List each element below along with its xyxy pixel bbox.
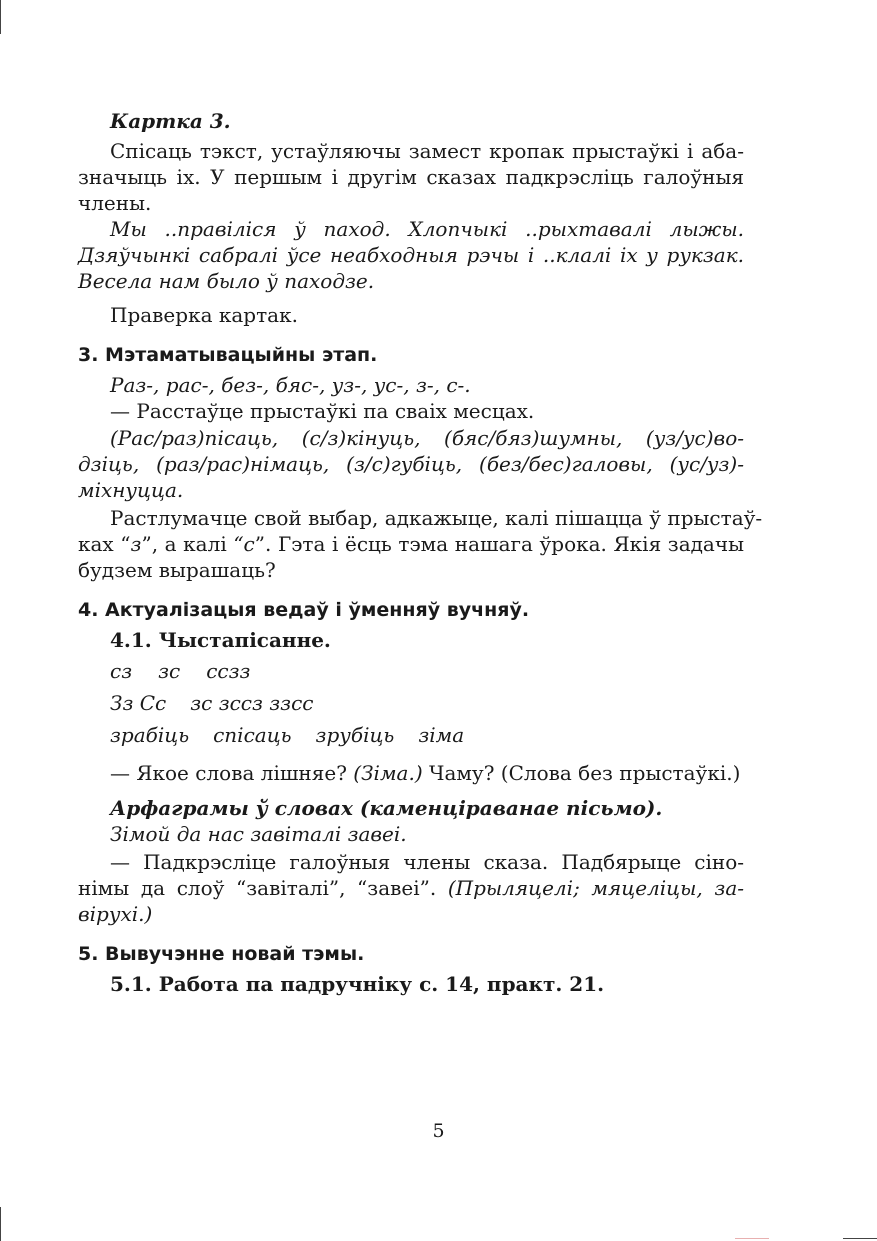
section-3-heading: 3. Мэтаматывацыйны этап. xyxy=(78,344,378,366)
section-4-1-heading: 4.1. Чыстапісанне. xyxy=(110,628,331,652)
card-text-line: Дзяўчынкі сабралі ўсе неабходныя рэчы і ..клалі іх у рукзак. xyxy=(78,243,744,267)
calligraphy-item: зрабіць xyxy=(110,723,190,747)
calligraphy-row xyxy=(110,722,464,748)
prefix-list: Раз-, рас-, без-, бяс-, уз-, ус-, з-, с-. xyxy=(110,373,471,397)
calligraphy-row xyxy=(110,658,250,684)
calligraphy-item: зрубіць xyxy=(315,723,395,747)
calligraphy-row xyxy=(110,690,314,716)
card-check: Праверка картак. xyxy=(110,303,298,327)
card-instruction-line: члены. xyxy=(78,191,152,215)
synonym-task-line xyxy=(78,875,744,901)
exercise-words-line: (Рас/раз)пісаць, (с/з)кінуць, (бяс/бяз)шумны, (уз/ус)во- xyxy=(110,426,744,450)
exercise-words-line: міхнуцца. xyxy=(78,478,184,502)
text-run: Чаму? (Слова без прыстаўкі.) xyxy=(422,761,741,785)
letter-z: з xyxy=(130,532,142,556)
calligraphy-item: зс xyxy=(158,659,181,683)
answer: (Прыляцелі; мяцеліцы, за- xyxy=(447,876,744,900)
orthograms-heading: Арфаграмы ў словах (каменціраванае пісьмо). xyxy=(110,796,663,820)
explain-line: Растлумачце свой выбар, адкажыце, калі пішацца ў прыстаў- xyxy=(110,506,763,530)
sentence: Зімой да нас завіталі завеі. xyxy=(110,822,407,846)
card-text-line: Весела нам было ў паходзе. xyxy=(78,269,375,293)
text-run: ках “ xyxy=(78,532,131,556)
section-3-task: — Расстаўце прыстаўкі па сваіх месцах. xyxy=(110,399,535,423)
card-instruction-line: значыць іх. У першым і другім сказах падкрэсліць галоўныя xyxy=(78,165,744,189)
explain-line: будзем вырашаць? xyxy=(78,558,276,582)
text-run: ”. Гэта і ёсць тэма нашага ўрока. Якія задачы xyxy=(254,532,745,556)
crop-mark-bottom-right xyxy=(843,1238,877,1239)
section-5-heading: 5. Вывучэнне новай тэмы. xyxy=(78,943,365,965)
letter-s: “с xyxy=(233,532,255,556)
text-run: німы да слоў “завіталі”, “завеі”. xyxy=(78,876,448,900)
text-run: ”, а калі xyxy=(141,532,234,556)
extra-word-question xyxy=(110,760,740,786)
page-number: 5 xyxy=(432,1120,445,1142)
calligraphy-item: зс зсcз ззсс xyxy=(190,691,314,715)
calligraphy-item: Зз Сс xyxy=(110,691,167,715)
calligraphy-item: ссзз xyxy=(206,659,251,683)
text-run: — Якое слова лішняе? xyxy=(110,761,354,785)
synonym-task-line: вірухі.) xyxy=(78,902,153,926)
calligraphy-item: сз xyxy=(110,659,133,683)
calligraphy-item: зіма xyxy=(418,723,465,747)
crop-mark-bottom-left xyxy=(0,1207,1,1241)
calligraphy-item: спісаць xyxy=(213,723,292,747)
card-title: Картка 3. xyxy=(110,109,231,133)
section-5-1-heading: 5.1. Работа па падручніку с. 14, практ. 21. xyxy=(110,972,605,996)
exercise-words-line: дзіць, (раз/рас)німаць, (з/с)губіць, (без/бес)галовы, (ус/уз)- xyxy=(78,452,744,476)
crop-mark-top-left xyxy=(0,0,1,34)
card-instruction-line: Спісаць тэкст, устаўляючы замест кропак прыстаўкі і аба- xyxy=(110,139,744,163)
answer: (Зіма.) xyxy=(353,761,423,785)
explain-line xyxy=(78,531,744,557)
synonym-task-line: — Падкрэсліце галоўныя члены сказа. Падбярыце сіно- xyxy=(110,850,744,874)
card-text-line: Мы ..правіліся ў паход. Хлопчыкі ..рыхтавалі лыжы. xyxy=(110,217,744,241)
page-content xyxy=(78,0,763,1241)
section-4-heading: 4. Актуалізацыя ведаў і ўменняў вучняў. xyxy=(78,599,530,621)
